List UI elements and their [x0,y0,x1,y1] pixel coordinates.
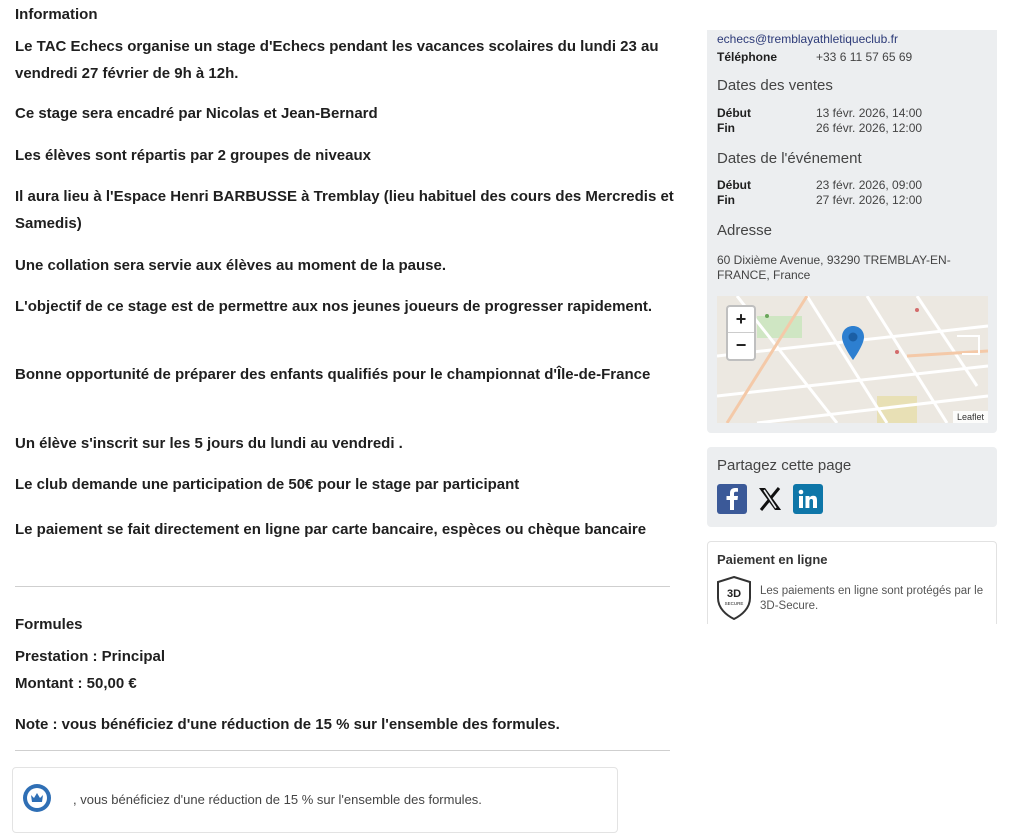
contact-email-link[interactable]: echecs@tremblayathletiqueclub.fr [717,32,898,46]
paragraph-location: Il aura lieu à l'Espace Henri BARBUSSE à Tremblay (lieu habituel des cours des Mercredis et Samedis) [15,188,674,232]
sales-end-value: 26 févr. 2026, 12:00 [816,121,923,135]
discount-banner [12,767,618,833]
3d-badge-subtext: SECURE [724,601,744,606]
event-info-panel [707,30,997,433]
event-end-value: 27 févr. 2026, 12:00 [816,193,923,207]
discount-banner-text: , vous bénéficiez d'une réduction de 15 % sur l'ensemble des formules. [73,792,482,807]
event-end-label: Fin [717,193,735,207]
map-marker-icon[interactable] [842,326,864,360]
share-panel [707,447,997,527]
paragraph-payment: Le paiement se fait directement en ligne par carte bancaire, espèces ou chèque bancaire [15,521,647,538]
payment-panel [707,541,997,624]
payment-text: Les paiements en ligne sont protégés par le 3D-Secure. [760,585,984,612]
3d-secure-shield-icon [716,576,752,620]
x-icon[interactable] [755,484,785,514]
discount-note: Note : vous bénéficiez d'une réduction de 15 % sur l'ensemble des formules. [15,716,560,733]
paragraph-objective: L'objectif de ce stage est de permettre aux nos jeunes joueurs de progresser rapidement. [15,298,653,315]
share-buttons [717,484,823,514]
paragraph-groups: Les élèves sont répartis par 2 groupes de niveaux [15,147,371,164]
information-heading: Information [15,6,98,23]
formules-heading: Formules [15,616,83,633]
event-start-value: 23 févr. 2026, 09:00 [816,178,923,192]
zoom-in-button[interactable]: + [728,307,754,333]
paragraph-instructors: Ce stage sera encadré par Nicolas et Jean-Bernard [15,105,378,122]
paragraph-snack: Une collation sera servie aux élèves au moment de la pause. [15,257,447,274]
paragraph-price: Le club demande une participation de 50€ pour le stage par participant [15,476,520,493]
sales-start-value: 13 févr. 2026, 14:00 [816,106,923,120]
payment-heading: Paiement en ligne [717,552,828,567]
zoom-out-button[interactable]: − [735,335,747,355]
phone-value[interactable]: +33 6 11 57 65 69 [816,50,913,64]
divider [15,586,670,587]
paragraph-registration: Un élève s'inscrit sur les 5 jours du lundi au vendredi . [15,435,403,452]
sales-start-label: Début [717,106,751,120]
paragraph-stage-dates: Le TAC Echecs organise un stage d'Echecs pendant les vacances scolaires du lundi 23 au vendredi 27 février de 9h à 12h. [15,38,659,82]
event-dates-heading: Dates de l'événement [717,150,862,167]
facebook-icon[interactable] [717,484,747,514]
map-zoom-control [726,305,756,361]
sales-end-label: Fin [717,121,735,135]
divider [15,750,670,751]
address-text: 60 Dixième Avenue, 93290 TREMBLAY-EN-FRANCE, France [717,253,951,282]
location-map[interactable] [717,296,988,423]
event-start-label: Début [717,178,751,192]
prestation-value: Prestation : Principal [15,648,166,665]
sales-dates-heading: Dates des ventes [717,77,833,94]
map-attribution[interactable]: Leaflet [953,411,988,423]
phone-label: Téléphone [717,50,778,64]
montant-value: Montant : 50,00 € [15,675,137,692]
linkedin-icon[interactable] [793,484,823,514]
address-heading: Adresse [717,222,773,239]
paragraph-championship: Bonne opportunité de préparer des enfants qualifiés pour le championnat d'Île-de-France [15,366,651,383]
share-heading: Partagez cette page [717,457,852,474]
3d-badge-text: 3D [726,588,742,600]
crown-icon [23,784,51,812]
